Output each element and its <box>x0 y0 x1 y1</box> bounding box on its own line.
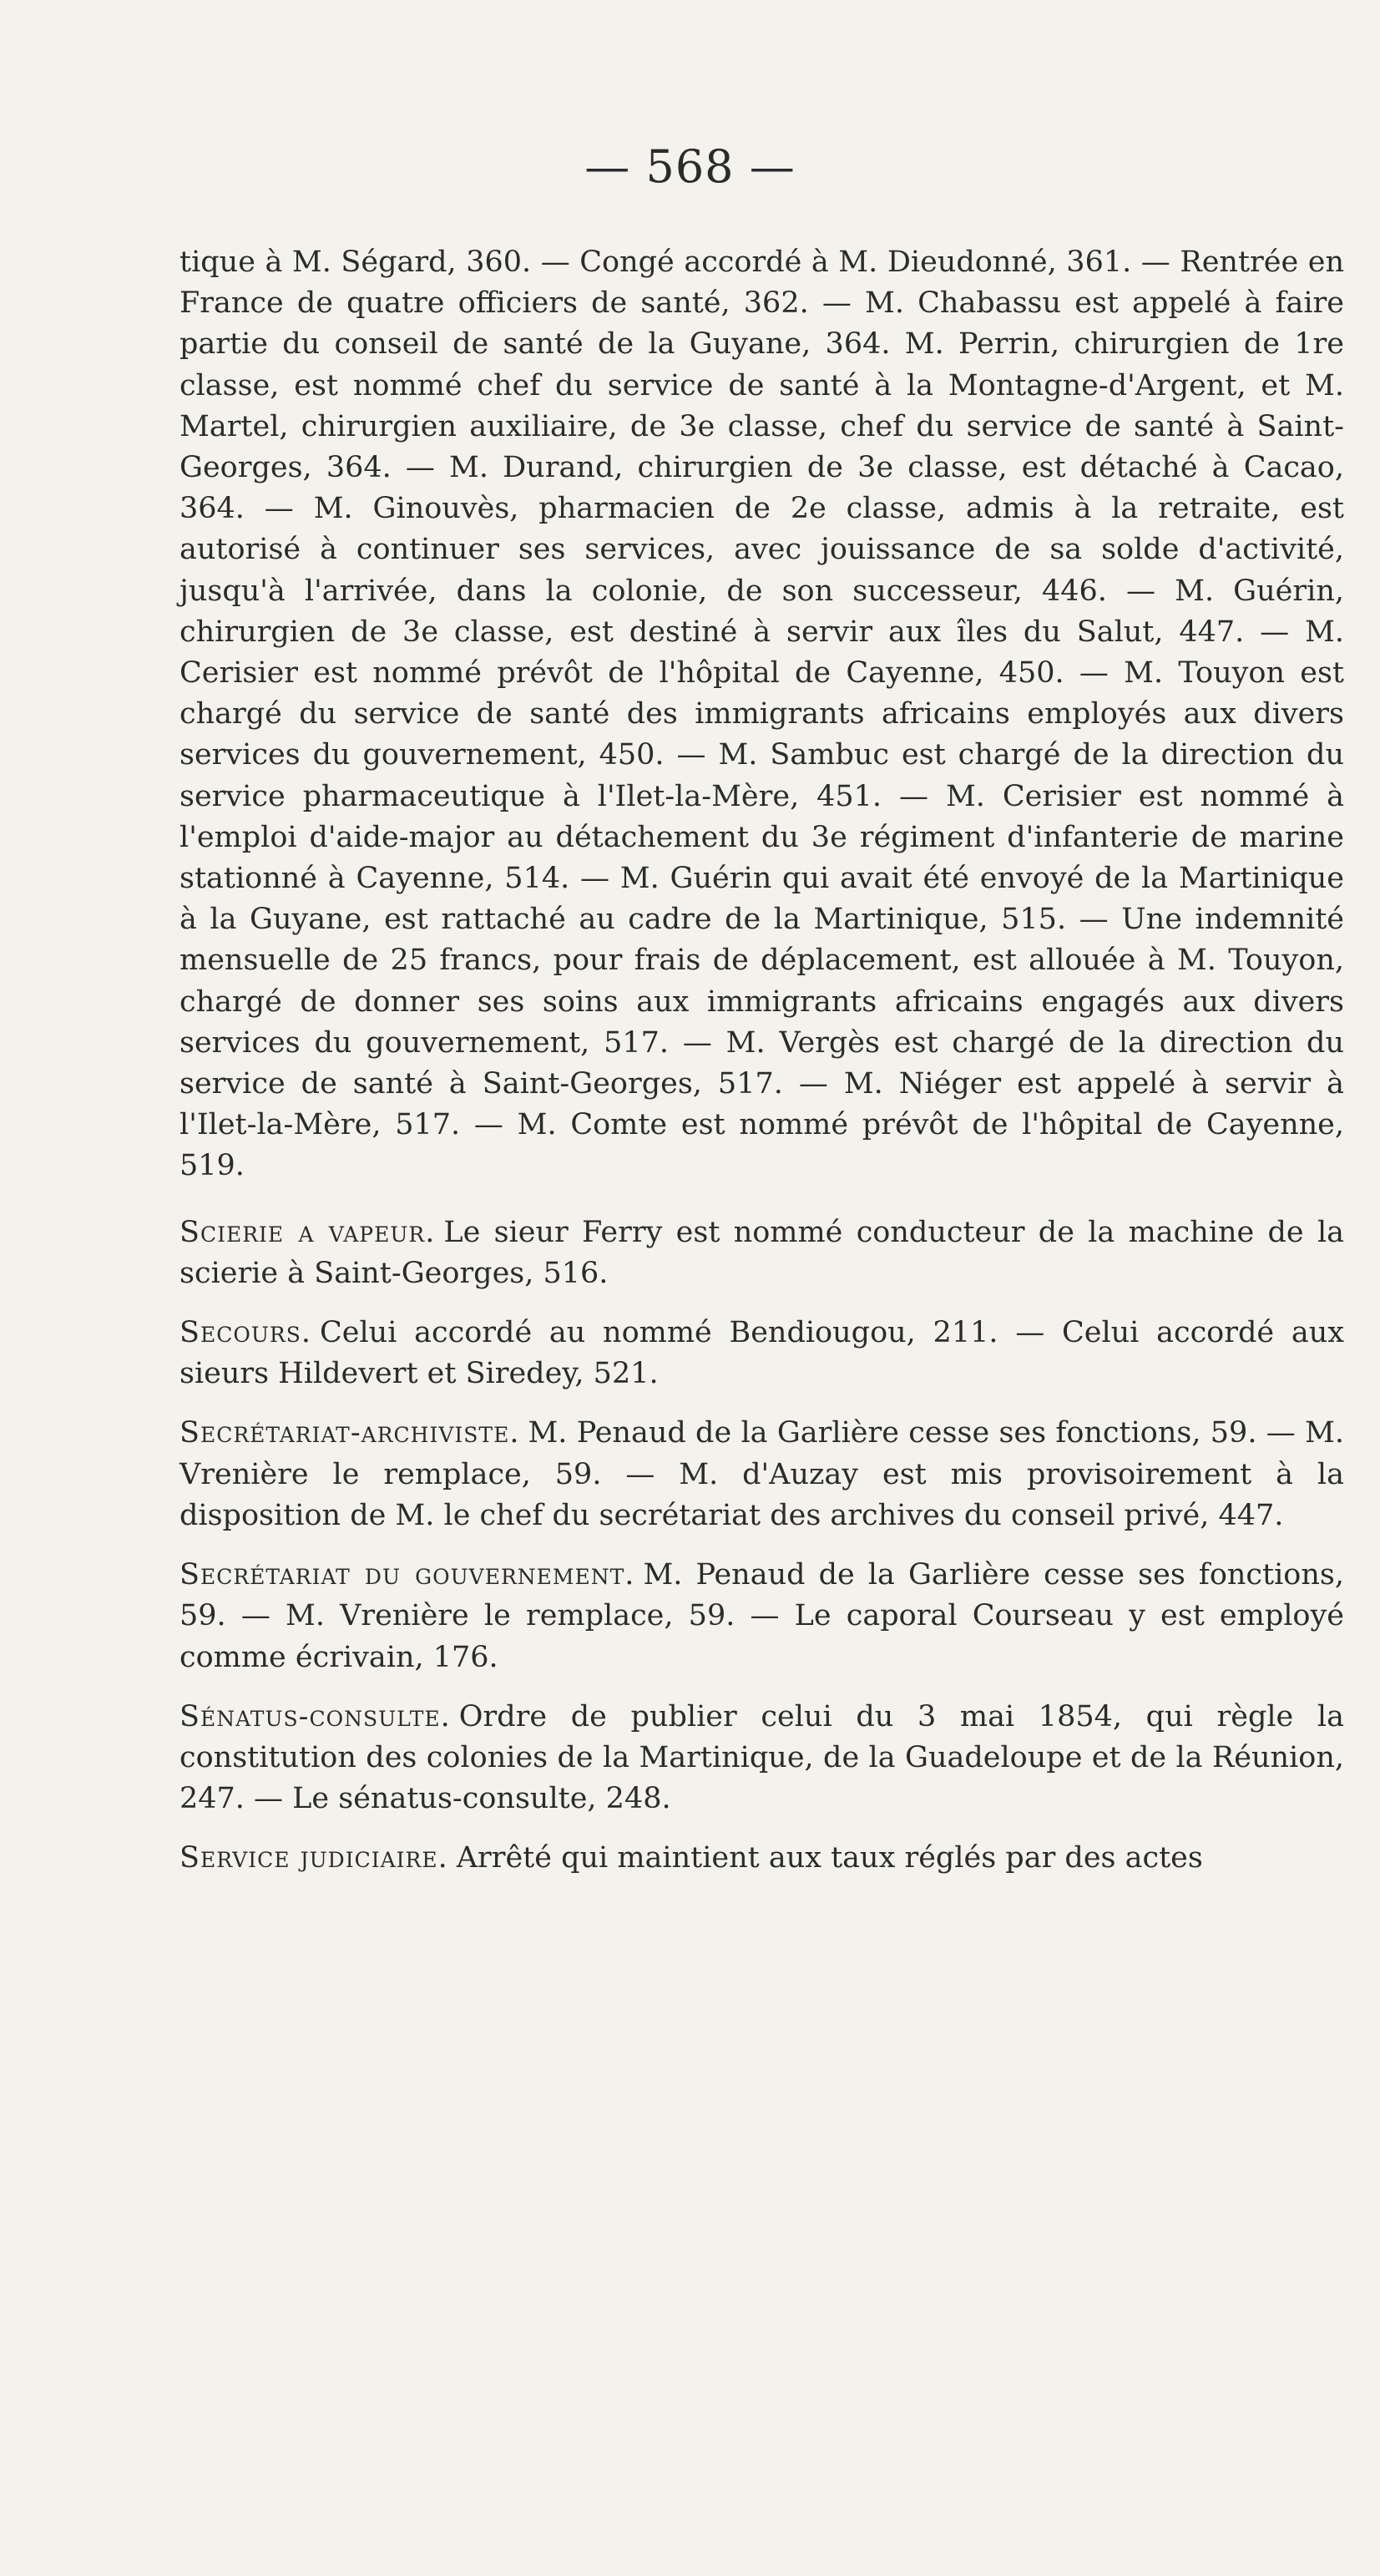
entry-heading: Secrétariat du gouvernement. <box>179 1558 635 1592</box>
entry-text: tique à M. Ségard, 360. — Congé accordé à M. Dieudonné, 361. — Rentrée en France de quatre officiers de santé, 362. — M. Chabassu est appelé à faire partie du conseil de santé de la Guyane, 364. M. Perrin, chirurgien de 1re classe, est nommé chef du service de santé à la Montagne-d'Argent, et M. Martel, chirurgien auxiliaire, de 3e classe, chef du service de santé à Saint-Georges, 364. — M. Durand, chirurgien de 3e classe, est détaché à Cacao, 364. — M. Ginouvès, pharmacien de 2e classe, admis à la retraite, est autorisé à continuer ses services, avec jouissance de sa solde d'activité, jusqu'à l'arrivée, dans la colonie, de son successeur, 446. — M. Guérin, chirurgien de 3e classe, est destiné à servir aux îles du Salut, 447. — M. Cerisier est nommé prévôt de l'hôpital de Cayenne, 450. — M. Touyon est chargé du service de santé des immigrants africains employés aux divers services du gouvernement, 450. — M. Sambuc est chargé de la direction du service pharmaceutique à l'Ilet-la-Mère, 451. — M. Cerisier est nommé à l'emploi d'aide-major au détachement du 3e régiment d'infanterie de marine stationné à Cayenne, 514. — M. Guérin qui avait été envoyé de la Martinique à la Guyane, est rattaché au cadre de la Martinique, 515. — Une indemnité mensuelle de 25 francs, pour frais de déplacement, est allouée à M. Touyon, chargé de donner ses soins aux immigrants africains engagés aux divers services du gouvernement, 517. — M. Vergès est chargé de la direction du service de santé à Saint-Georges, 517. — M. Niéger est appelé à servir à l'Ilet-la-Mère, 517. — M. Comte est nommé prévôt de l'hôpital de Cayenne, 519. <box>179 245 1344 1183</box>
entry-text: Arrêté qui maintient aux taux réglés par des actes <box>456 1841 1203 1875</box>
entry-text: M. Penaud de la Garlière cesse ses fonctions, 59. — M. Vrenière le remplace, 59. — Le caporal Courseau y est employé comme écrivain, 176. <box>179 1558 1344 1674</box>
entry-text: M. Penaud de la Garlière cesse ses fonctions, 59. — M. Vrenière le remplace, 59. — M. d'Auzay est mis provisoirement à la disposition de M. le chef du secrétariat des archives du conseil privé, 447. <box>179 1416 1344 1532</box>
entry-heading: Secours. <box>179 1316 311 1350</box>
index-entry-secours <box>179 1313 1344 1394</box>
index-entry-senatus-consulte <box>179 1697 1344 1820</box>
index-entry-service-judiciaire <box>179 1838 1344 1879</box>
entry-heading: Secrétariat-archiviste. <box>179 1416 520 1450</box>
entry-heading: Scierie a vapeur. <box>179 1215 436 1249</box>
entry-heading: Service judiciaire. <box>179 1841 448 1875</box>
entry-text: Le sieur Ferry est nommé conducteur de la machine de la scierie à Saint-Georges, 516. <box>179 1215 1345 1290</box>
index-entry-continuation <box>179 242 1344 1187</box>
entry-heading: Sénatus-consulte. <box>179 1699 451 1733</box>
entry-text: Ordre de publier celui du 3 mai 1854, qui règle la constitution des colonies de la Martinique, de la Guadeloupe et de la Réunion, 247. — Le sénatus-consulte, 248. <box>179 1699 1344 1816</box>
index-body <box>179 242 1344 1898</box>
index-entry-secretariat-archiviste <box>179 1413 1344 1536</box>
page-number: — 568 — <box>584 140 796 193</box>
index-entry-secretariat-gouvernement <box>179 1555 1344 1678</box>
index-entry-scierie <box>179 1212 1344 1294</box>
entry-text: Celui accordé au nommé Bendiougou, 211. — Celui accordé aux sieurs Hildevert et Siredey, 521. <box>179 1316 1344 1391</box>
